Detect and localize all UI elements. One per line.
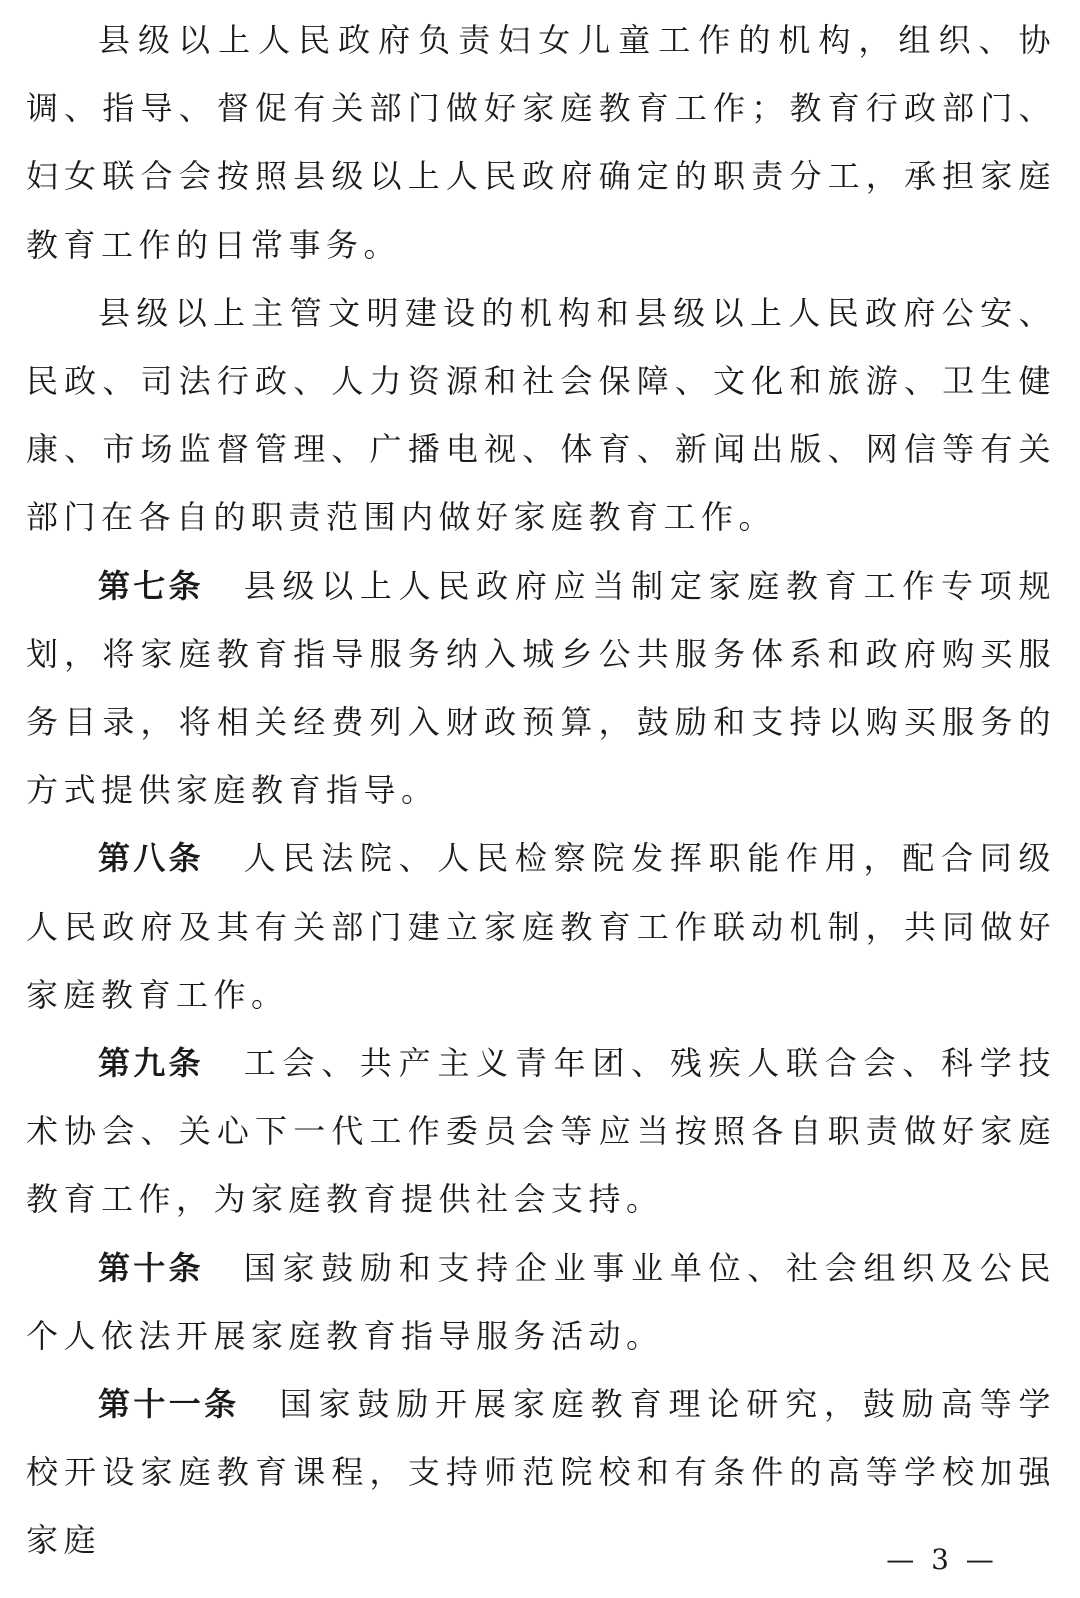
page-number: — 3 —	[886, 1543, 998, 1576]
article-11-text: 国家鼓励开展家庭教育理论研究，鼓励高等学校开设家庭教育课程，支持师范院校和有条件的高等学校加强家庭	[26, 1385, 1056, 1560]
article-7-heading: 第七条	[98, 566, 204, 605]
article-9-heading: 第九条	[98, 1044, 204, 1083]
paragraph-2	[26, 279, 1056, 552]
article-11-heading: 第十一条	[98, 1385, 240, 1424]
article-8-text: 人民法院、人民检察院发挥职能作用，配合同级人民政府及其有关部门建立家庭教育工作联动机制，共同做好家庭教育工作。	[26, 839, 1056, 1014]
article-7	[26, 552, 1056, 825]
article-10	[26, 1234, 1056, 1370]
paragraph-1-text: 县级以上人民政府负责妇女儿童工作的机构，组织、协调、指导、督促有关部门做好家庭教育工作；教育行政部门、妇女联合会按照县级以上人民政府确定的职责分工，承担家庭教育工作的日常事务。	[26, 21, 1056, 264]
paragraph-2-text: 县级以上主管文明建设的机构和县级以上人民政府公安、民政、司法行政、人力资源和社会保障、文化和旅游、卫生健康、市场监督管理、广播电视、体育、新闻出版、网信等有关部门在各自的职责范围内做好家庭教育工作。	[26, 293, 1056, 537]
article-8-heading: 第八条	[98, 839, 204, 878]
article-10-heading: 第十条	[98, 1248, 204, 1287]
article-10-text: 国家鼓励和支持企业事业单位、社会组织及公民个人依法开展家庭教育指导服务活动。	[26, 1248, 1056, 1355]
article-8	[26, 824, 1056, 1029]
article-9	[26, 1029, 1056, 1234]
article-7-text: 县级以上人民政府应当制定家庭教育工作专项规划，将家庭教育指导服务纳入城乡公共服务体系和政府购买服务目录，将相关经费列入财政预算，鼓励和支持以购买服务的方式提供家庭教育指导。	[26, 566, 1056, 810]
article-9-text: 工会、共产主义青年团、残疾人联合会、科学技术协会、关心下一代工作委员会等应当按照各自职责做好家庭教育工作，为家庭教育提供社会支持。	[26, 1044, 1056, 1219]
paragraph-1	[26, 6, 1056, 279]
